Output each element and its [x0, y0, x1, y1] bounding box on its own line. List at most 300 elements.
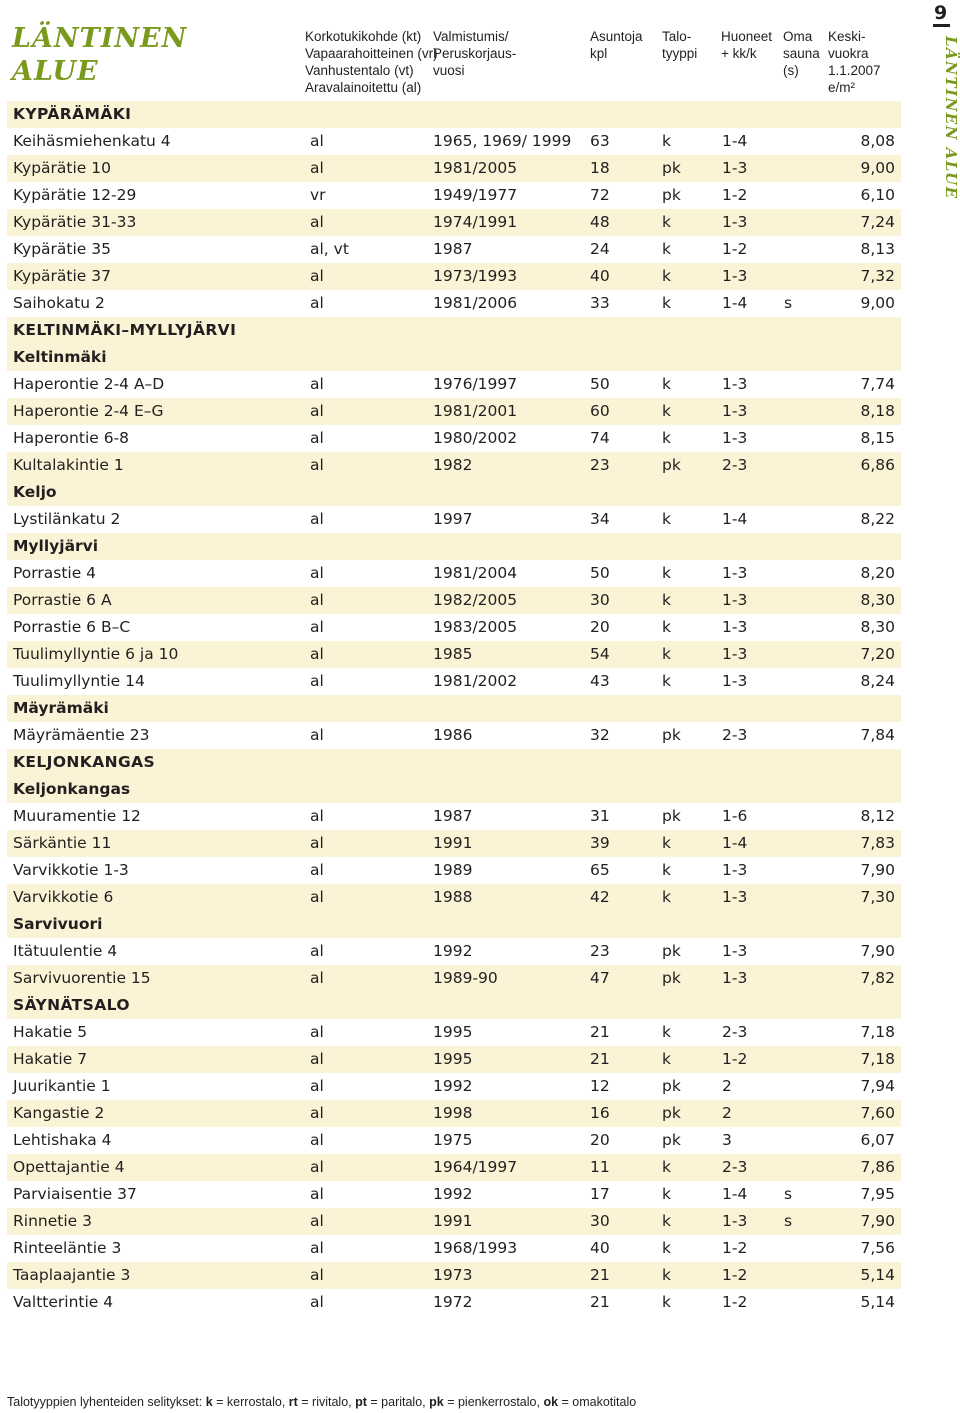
cell-rooms: 1-3 [722, 429, 748, 447]
cell-units: 20 [590, 1131, 610, 1149]
cell-funding-code: al [310, 1239, 324, 1257]
cell-house-type: k [662, 294, 671, 312]
cell-house-type: k [662, 402, 671, 420]
cell-address: Varvikkotie 6 [13, 888, 114, 906]
header-line: (s) [783, 63, 799, 78]
cell-rent: 7,24 [860, 213, 895, 231]
cell-year: 1987 [433, 807, 473, 825]
cell-units: 17 [590, 1185, 610, 1203]
cell-address: Kypärätie 37 [13, 267, 111, 285]
cell-rooms: 1-3 [722, 861, 748, 879]
cell-address: Taaplaajantie 3 [13, 1266, 131, 1284]
header-line: tyyppi [662, 46, 698, 61]
cell-funding-code: al [310, 456, 324, 474]
cell-year: 1975 [433, 1131, 473, 1149]
cell-house-type: pk [662, 1104, 681, 1122]
cell-house-type: pk [662, 942, 681, 960]
subarea-heading [7, 911, 901, 938]
subarea-heading [7, 533, 901, 560]
table-row [7, 884, 901, 911]
header-line: e/m² [828, 80, 855, 95]
cell-address: Kypärätie 10 [13, 159, 111, 177]
cell-rent: 8,18 [860, 402, 895, 420]
cell-address: Rinnetie 3 [13, 1212, 92, 1230]
subarea-heading [7, 695, 901, 722]
cell-rent: 7,18 [860, 1050, 895, 1068]
cell-rooms: 1-2 [722, 1266, 748, 1284]
cell-rooms: 1-4 [722, 834, 748, 852]
cell-year: 1986 [433, 726, 473, 744]
section-label: KYPÄRÄMÄKI [13, 105, 132, 123]
cell-rent: 8,30 [860, 591, 895, 609]
cell-year: 1972 [433, 1293, 473, 1311]
area-heading [7, 317, 901, 344]
cell-house-type: k [662, 834, 671, 852]
cell-units: 21 [590, 1266, 610, 1284]
cell-address: Parviaisentie 37 [13, 1185, 137, 1203]
cell-rooms: 1-3 [722, 969, 748, 987]
cell-house-type: k [662, 888, 671, 906]
cell-units: 60 [590, 402, 610, 420]
cell-units: 12 [590, 1077, 610, 1095]
cell-year: 1982 [433, 456, 473, 474]
cell-address: Keihäsmiehenkatu 4 [13, 132, 171, 150]
cell-rent: 8,13 [860, 240, 895, 258]
cell-rent: 7,60 [860, 1104, 895, 1122]
header-line: Vapaarahoitteinen (vr) [305, 46, 438, 61]
cell-rent: 6,10 [860, 186, 895, 204]
cell-sauna: s [784, 1185, 793, 1203]
cell-year: 1981/2002 [433, 672, 518, 690]
table-row [7, 263, 901, 290]
cell-year: 1987 [433, 240, 473, 258]
cell-funding-code: al [310, 213, 324, 231]
cell-funding-code: al [310, 375, 324, 393]
cell-rent: 7,74 [860, 375, 895, 393]
table-row [7, 1046, 901, 1073]
cell-rent: 8,20 [860, 564, 895, 582]
cell-address: Kypärätie 31-33 [13, 213, 137, 231]
section-label: Myllyjärvi [13, 537, 99, 555]
cell-rooms: 1-3 [722, 564, 748, 582]
cell-funding-code: al [310, 1077, 324, 1095]
page-number-underline [933, 24, 950, 27]
housing-table [7, 101, 901, 1316]
cell-year: 1992 [433, 1077, 473, 1095]
header-line: Huoneet [721, 29, 773, 44]
header-line: vuokra [828, 46, 869, 61]
header-line: 1.1.2007 [828, 63, 881, 78]
header-line: Talo- [662, 29, 692, 44]
table-row [7, 371, 901, 398]
cell-house-type: k [662, 672, 671, 690]
table-row [7, 1073, 901, 1100]
cell-rent: 6,07 [860, 1131, 895, 1149]
cell-rent: 8,22 [860, 510, 895, 528]
cell-house-type: k [662, 213, 671, 231]
cell-house-type: k [662, 1239, 671, 1257]
cell-rent: 7,20 [860, 645, 895, 663]
table-row [7, 398, 901, 425]
cell-address: Rinteeläntie 3 [13, 1239, 122, 1257]
cell-year: 1949/1977 [433, 186, 518, 204]
subarea-heading [7, 479, 901, 506]
cell-rooms: 1-2 [722, 1293, 748, 1311]
cell-funding-code: al [310, 807, 324, 825]
cell-address: Hakatie 5 [13, 1023, 88, 1041]
cell-rent: 7,82 [860, 969, 895, 987]
cell-year: 1988 [433, 888, 473, 906]
cell-units: 18 [590, 159, 610, 177]
cell-rooms: 1-2 [722, 1239, 748, 1257]
area-heading [7, 749, 901, 776]
cell-sauna: s [784, 294, 793, 312]
cell-address: Porrastie 6 B–C [13, 618, 131, 636]
header-line: Keski- [828, 29, 866, 44]
section-label: Sarvivuori [13, 915, 103, 933]
cell-funding-code: al [310, 942, 324, 960]
cell-house-type: k [662, 591, 671, 609]
cell-funding-code: al [310, 294, 324, 312]
cell-rent: 8,08 [860, 132, 895, 150]
table-row [7, 155, 901, 182]
cell-address: Haperontie 2-4 E–G [13, 402, 164, 420]
cell-rent: 8,15 [860, 429, 895, 447]
cell-rooms: 2-3 [722, 456, 748, 474]
cell-address: Kangastie 2 [13, 1104, 105, 1122]
header-line: + kk/k [721, 46, 757, 61]
table-row [7, 560, 901, 587]
section-label: KELJONKANGAS [13, 753, 156, 771]
side-region-label: LÄNTINEN ALUE [942, 36, 960, 200]
cell-rent: 7,94 [860, 1077, 895, 1095]
section-label: Keljonkangas [13, 780, 131, 798]
cell-rooms: 3 [722, 1131, 732, 1149]
header-line: vuosi [433, 63, 465, 78]
cell-units: 16 [590, 1104, 610, 1122]
cell-funding-code: al [310, 267, 324, 285]
cell-house-type: pk [662, 1077, 681, 1095]
cell-rooms: 2-3 [722, 1023, 748, 1041]
table-row [7, 1208, 901, 1235]
cell-units: 33 [590, 294, 610, 312]
header-line: Korkotukikohde (kt) [305, 29, 422, 44]
cell-address: Itätuulentie 4 [13, 942, 118, 960]
table-row [7, 722, 901, 749]
cell-units: 48 [590, 213, 610, 231]
cell-units: 34 [590, 510, 610, 528]
cell-year: 1964/1997 [433, 1158, 518, 1176]
cell-funding-code: al [310, 1131, 324, 1149]
cell-rooms: 1-3 [722, 672, 748, 690]
cell-units: 42 [590, 888, 610, 906]
cell-units: 40 [590, 267, 610, 285]
cell-year: 1983/2005 [433, 618, 518, 636]
cell-rent: 8,30 [860, 618, 895, 636]
cell-units: 65 [590, 861, 610, 879]
cell-units: 54 [590, 645, 610, 663]
cell-units: 72 [590, 186, 610, 204]
cell-house-type: k [662, 1212, 671, 1230]
cell-funding-code: al [310, 861, 324, 879]
cell-house-type: k [662, 645, 671, 663]
cell-rent: 9,00 [860, 294, 895, 312]
cell-address: Opettajantie 4 [13, 1158, 125, 1176]
footer-abbreviation: pt [355, 1395, 367, 1409]
cell-house-type: k [662, 132, 671, 150]
table-row [7, 236, 901, 263]
cell-address: Mäyrämäentie 23 [13, 726, 150, 744]
table-row [7, 1181, 901, 1208]
cell-rooms: 1-4 [722, 510, 748, 528]
cell-address: Porrastie 4 [13, 564, 97, 582]
table-row [7, 128, 901, 155]
footer-abbreviation: rt [288, 1395, 298, 1409]
table-row [7, 614, 901, 641]
footer-explanation: = omakotitalo [558, 1395, 637, 1409]
table-row [7, 965, 901, 992]
cell-units: 11 [590, 1158, 610, 1176]
cell-rent: 8,24 [860, 672, 895, 690]
header-line: Vanhustentalo (vt) [305, 63, 414, 78]
cell-house-type: pk [662, 159, 681, 177]
cell-year: 1976/1997 [433, 375, 518, 393]
table-row [7, 587, 901, 614]
table-row [7, 641, 901, 668]
cell-units: 20 [590, 618, 610, 636]
cell-address: Valtterintie 4 [13, 1293, 114, 1311]
header-average-rent [828, 28, 881, 96]
table-row [7, 1289, 901, 1316]
table-row [7, 425, 901, 452]
cell-funding-code: al [310, 672, 324, 690]
cell-year: 1980/2002 [433, 429, 518, 447]
cell-rooms: 1-3 [722, 402, 748, 420]
footer-explanation: = kerrostalo, [212, 1395, 289, 1409]
cell-year: 1991 [433, 1212, 473, 1230]
cell-house-type: k [662, 429, 671, 447]
cell-year: 1995 [433, 1050, 473, 1068]
header-units [590, 28, 643, 62]
cell-rent: 5,14 [860, 1293, 895, 1311]
cell-address: Porrastie 6 A [13, 591, 112, 609]
cell-units: 47 [590, 969, 610, 987]
cell-rooms: 1-4 [722, 1185, 748, 1203]
table-row [7, 1154, 901, 1181]
cell-funding-code: al [310, 591, 324, 609]
table-row [7, 452, 901, 479]
cell-funding-code: al [310, 645, 324, 663]
cell-rent: 7,56 [860, 1239, 895, 1257]
cell-funding-code: al [310, 1212, 324, 1230]
cell-funding-code: al [310, 132, 324, 150]
cell-address: Hakatie 7 [13, 1050, 88, 1068]
cell-address: Haperontie 6-8 [13, 429, 130, 447]
cell-house-type: k [662, 240, 671, 258]
cell-year: 1981/2001 [433, 402, 518, 420]
cell-address: Kypärätie 12-29 [13, 186, 137, 204]
cell-house-type: pk [662, 726, 681, 744]
cell-address: Lehtishaka 4 [13, 1131, 112, 1149]
subarea-heading [7, 344, 901, 371]
cell-house-type: pk [662, 807, 681, 825]
cell-funding-code: al [310, 402, 324, 420]
cell-house-type: k [662, 564, 671, 582]
cell-address: Kultalakintie 1 [13, 456, 124, 474]
cell-rooms: 1-3 [722, 645, 748, 663]
table-row [7, 668, 901, 695]
cell-funding-code: al [310, 1293, 324, 1311]
table-row [7, 1019, 901, 1046]
cell-house-type: k [662, 267, 671, 285]
cell-address: Tuulimyllyntie 6 ja 10 [13, 645, 179, 663]
table-row [7, 1100, 901, 1127]
table-row [7, 506, 901, 533]
cell-year: 1997 [433, 510, 473, 528]
header-line: Peruskorjaus- [433, 46, 517, 61]
cell-rent: 9,00 [860, 159, 895, 177]
cell-units: 23 [590, 456, 610, 474]
cell-rooms: 1-3 [722, 942, 748, 960]
cell-funding-code: al [310, 1266, 324, 1284]
cell-house-type: k [662, 1050, 671, 1068]
cell-rent: 7,30 [860, 888, 895, 906]
cell-year: 1981/2006 [433, 294, 518, 312]
table-row [7, 182, 901, 209]
footer-abbreviation: pk [429, 1395, 444, 1409]
cell-units: 50 [590, 375, 610, 393]
footer-explanation: = paritalo, [366, 1395, 430, 1409]
cell-year: 1992 [433, 942, 473, 960]
cell-rooms: 1-3 [722, 888, 748, 906]
cell-rent: 7,90 [860, 861, 895, 879]
table-row [7, 1262, 901, 1289]
cell-rooms: 2-3 [722, 726, 748, 744]
cell-funding-code: al [310, 1185, 324, 1203]
cell-rooms: 1-2 [722, 186, 748, 204]
cell-year: 1991 [433, 834, 473, 852]
cell-funding-code: al [310, 564, 324, 582]
cell-units: 21 [590, 1050, 610, 1068]
cell-year: 1973/1993 [433, 267, 518, 285]
header-line: Valmistumis/ [433, 29, 509, 44]
footer-abbreviation: k [205, 1395, 213, 1409]
cell-house-type: k [662, 375, 671, 393]
cell-year: 1989-90 [433, 969, 498, 987]
cell-units: 21 [590, 1023, 610, 1041]
cell-rent: 7,90 [860, 942, 895, 960]
cell-year: 1981/2005 [433, 159, 518, 177]
cell-rent: 6,86 [860, 456, 895, 474]
cell-year: 1992 [433, 1185, 473, 1203]
cell-rent: 7,18 [860, 1023, 895, 1041]
cell-year: 1968/1993 [433, 1239, 518, 1257]
section-label: Mäyrämäki [13, 699, 109, 717]
cell-funding-code: al [310, 1023, 324, 1041]
cell-house-type: k [662, 1293, 671, 1311]
header-house-type [662, 28, 697, 62]
table-row [7, 938, 901, 965]
cell-rent: 7,86 [860, 1158, 895, 1176]
cell-house-type: k [662, 510, 671, 528]
header-sauna [783, 28, 820, 79]
table-row [7, 290, 901, 317]
cell-funding-code: al [310, 834, 324, 852]
cell-rooms: 1-3 [722, 1212, 748, 1230]
cell-rent: 8,12 [860, 807, 895, 825]
cell-rooms: 2 [722, 1077, 732, 1095]
footer-legend [7, 1395, 636, 1409]
cell-units: 30 [590, 591, 610, 609]
cell-units: 31 [590, 807, 610, 825]
cell-rooms: 2 [722, 1104, 732, 1122]
cell-rooms: 2-3 [722, 1158, 748, 1176]
cell-house-type: pk [662, 1131, 681, 1149]
header-line: sauna [783, 46, 820, 61]
cell-funding-code: al [310, 618, 324, 636]
cell-funding-code: al [310, 429, 324, 447]
header-rooms [721, 28, 772, 62]
cell-units: 39 [590, 834, 610, 852]
cell-rent: 7,32 [860, 267, 895, 285]
cell-funding-code: al [310, 726, 324, 744]
subarea-heading [7, 776, 901, 803]
cell-units: 50 [590, 564, 610, 582]
section-label: Keltinmäki [13, 348, 107, 366]
cell-house-type: k [662, 618, 671, 636]
cell-year: 1965, 1969/ 1999 [433, 132, 572, 150]
footer-intro: Talotyyppien lyhenteiden selitykset: [7, 1395, 206, 1409]
cell-year: 1973 [433, 1266, 473, 1284]
cell-address: Muuramentie 12 [13, 807, 141, 825]
cell-units: 74 [590, 429, 610, 447]
cell-units: 24 [590, 240, 610, 258]
cell-rooms: 1-3 [722, 591, 748, 609]
section-label: KELTINMÄKI–MYLLYJÄRVI [13, 321, 237, 339]
cell-funding-code: vr [310, 186, 326, 204]
header-line: Aravalainoitettu (al) [305, 80, 422, 95]
region-title-line1: LÄNTINEN [12, 23, 188, 54]
cell-address: Juurikantie 1 [13, 1077, 111, 1095]
cell-address: Saihokatu 2 [13, 294, 105, 312]
cell-house-type: k [662, 861, 671, 879]
cell-rent: 5,14 [860, 1266, 895, 1284]
cell-house-type: k [662, 1158, 671, 1176]
cell-address: Haperontie 2-4 A–D [13, 375, 165, 393]
cell-rooms: 1-3 [722, 213, 748, 231]
cell-rooms: 1-2 [722, 1050, 748, 1068]
table-row [7, 1127, 901, 1154]
cell-funding-code: al [310, 969, 324, 987]
region-title-line2: ALUE [12, 56, 99, 87]
table-row [7, 803, 901, 830]
cell-house-type: pk [662, 969, 681, 987]
cell-funding-code: al [310, 1158, 324, 1176]
cell-rent: 7,90 [860, 1212, 895, 1230]
cell-address: Sarvivuorentie 15 [13, 969, 151, 987]
cell-rooms: 1-3 [722, 618, 748, 636]
header-line: Asuntoja [590, 29, 643, 44]
cell-units: 40 [590, 1239, 610, 1257]
footer-explanation: = pienkerrostalo, [443, 1395, 544, 1409]
footer-abbreviation: ok [543, 1395, 559, 1409]
section-label: SÄYNÄTSALO [13, 996, 130, 1014]
cell-sauna: s [784, 1212, 793, 1230]
cell-units: 63 [590, 132, 610, 150]
cell-units: 32 [590, 726, 610, 744]
cell-units: 21 [590, 1293, 610, 1311]
region-title [12, 22, 202, 88]
